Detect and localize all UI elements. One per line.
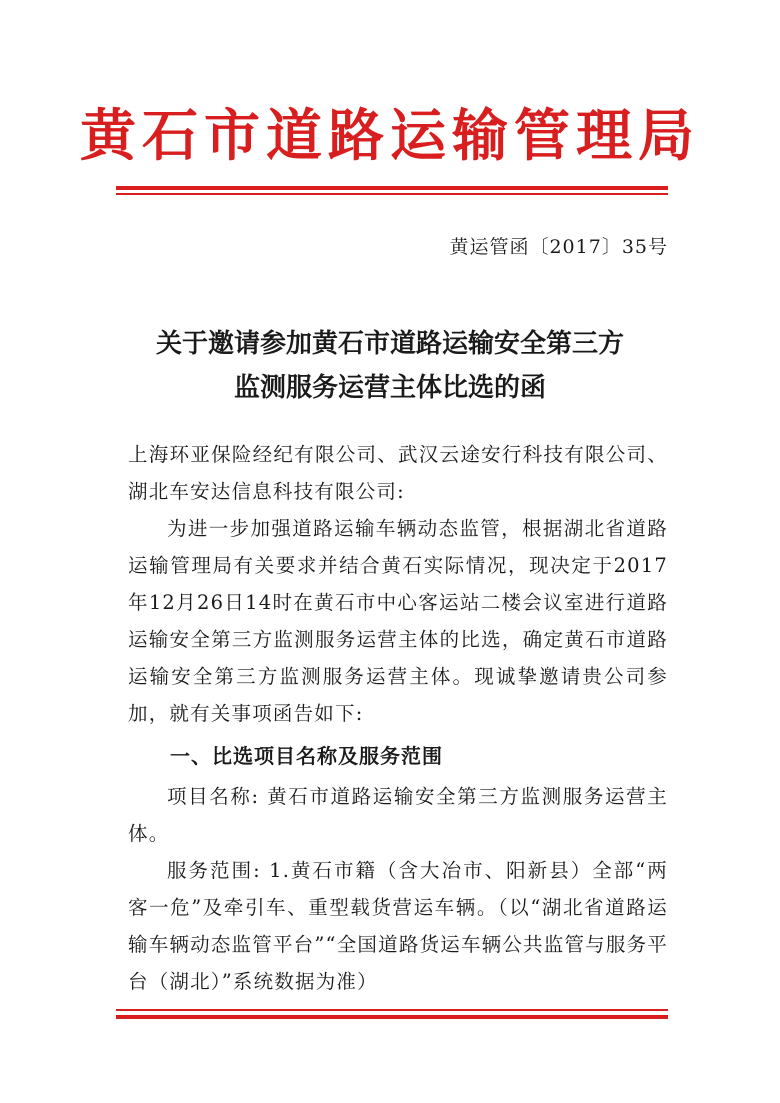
letterhead-rule-thin <box>116 193 668 195</box>
subject-line-1: 关于邀请参加黄石市道路运输安全第三方 <box>155 329 624 359</box>
letterhead-rule-thick <box>116 186 668 190</box>
addressee-paragraph: 上海环亚保险经纪有限公司、武汉云途安行科技有限公司、湖北车安达信息科技有限公司: <box>128 443 668 503</box>
subject-line-2: 监测服务运营主体比选的函 <box>233 373 546 403</box>
project-name-paragraph: 项目名称: 黄石市道路运输安全第三方监测服务运营主体。 <box>128 785 668 845</box>
letterhead-title: 黄石市道路运输管理局 <box>80 103 700 169</box>
service-scope-paragraph: 服务范围: 1.黄石市籍（含大冶市、阳新县）全部“两客一危”及牵引车、重型载货营运车辆。（以“湖北省道路运输车辆动态监管平台”“全国道路货运车辆公共监管与服务平台（湖北）”系统数据为准） <box>128 859 668 993</box>
intro-paragraph: 为进一步加强道路运输车辆动态监管，根据湖北省道路运输管理局有关要求并结合黄石实际情况，现决定于2017年12月26日14时在黄石市中心客运站二楼会议室进行道路运输安全第三方监测服务运营主体的比选，确定黄石市道路运输安全第三方监测服务运营主体。现诚挚邀请贵公司参加，就有关事项函告如下: <box>128 517 668 725</box>
footer-rule-thin <box>116 1009 668 1011</box>
document-number: 黄运管函〔2017〕35号 <box>449 236 668 258</box>
section-heading: 一、比选项目名称及服务范围 <box>170 744 443 768</box>
footer-rule-thick <box>116 1015 668 1019</box>
